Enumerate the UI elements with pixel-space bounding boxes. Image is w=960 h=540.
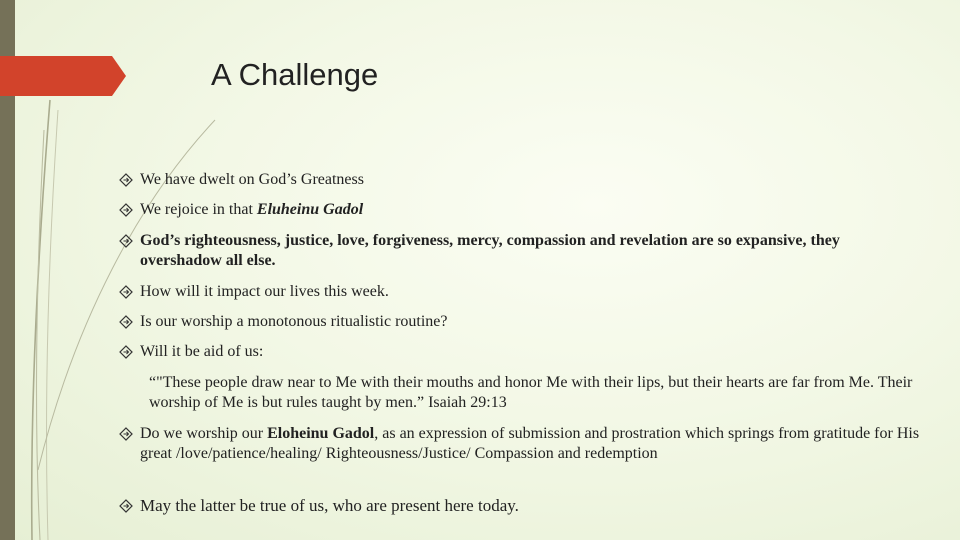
bullet-text: How will it impact our lives this week. <box>140 283 389 300</box>
bullet-text: May the latter be true of us, who are present here today. <box>140 496 519 515</box>
bullet-text-suffix: , as an expression of submission and prostration which springs from gratitude for His great /love/patience/healing/ Righteousness/Justice/ Compassion and redemption <box>140 425 920 462</box>
bullet-item <box>140 424 920 464</box>
bullet-item <box>140 282 920 302</box>
diamond-bullet-icon <box>117 232 135 250</box>
diamond-bullet-icon <box>117 497 135 515</box>
bullet-item <box>140 200 920 220</box>
bullet-text: Do we worship our <box>140 425 268 442</box>
diamond-bullet-icon <box>117 171 135 189</box>
bullet-text: We have dwelt on God’s Greatness <box>140 171 364 188</box>
slide-title: A Challenge <box>211 57 379 92</box>
bullet-emphasis: Eloheinu Gadol <box>267 425 375 442</box>
bullet-item <box>140 342 920 362</box>
bullet-item <box>140 231 920 271</box>
diamond-bullet-icon <box>117 283 135 301</box>
bullet-emphasis: Eluheinu Gadol <box>256 201 364 218</box>
bullet-item <box>140 496 920 516</box>
bullet-text: Is our worship a monotonous ritualistic routine? <box>140 313 448 330</box>
bullet-item <box>140 170 920 190</box>
bullet-text: Will it be aid of us: <box>140 343 264 360</box>
diamond-bullet-icon <box>117 343 135 361</box>
diamond-bullet-icon <box>117 201 135 219</box>
bullet-text: We rejoice in that <box>140 201 257 218</box>
bullet-item <box>140 312 920 332</box>
diamond-bullet-icon <box>117 425 135 443</box>
scripture-quote: “"These people draw near to Me with their mouths and honor Me with their lips, but their hearts are far from Me. Their worship of Me is but rules taught by men.” Isaiah 29:13 <box>149 374 913 411</box>
diamond-bullet-icon <box>117 313 135 331</box>
bullet-text: God’s righteousness, justice, love, forgiveness, mercy, compassion and revelation are so expansive, they overshadow all else. <box>140 232 840 269</box>
